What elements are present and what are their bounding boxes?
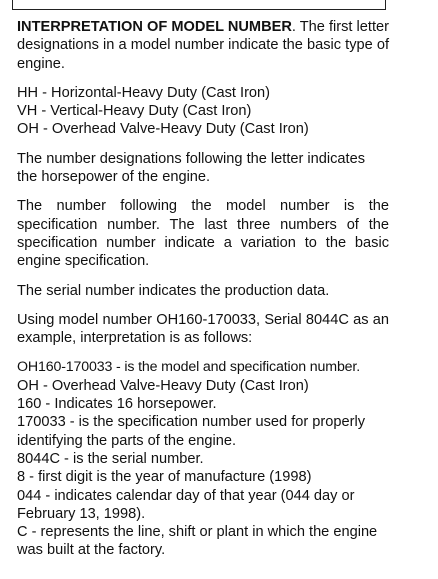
example-line: 8044C - is the serial number. <box>17 450 204 467</box>
horsepower-paragraph: The number designations following the letter indicates the horsepower of the engine. <box>17 150 366 186</box>
example-line: 170033 - is the specification number used for properly identifying the parts of the engine. <box>17 414 366 449</box>
engine-type-hh: HH - Horizontal-Heavy Duty (Cast Iron) <box>17 84 271 101</box>
engine-type-list <box>17 84 389 139</box>
serial-paragraph: The serial number indicates the production data. <box>17 282 330 299</box>
top-frame-border <box>12 0 386 10</box>
example-line: 160 - Indicates 16 horsepower. <box>17 396 217 413</box>
engine-type-vh: VH - Vertical-Heavy Duty (Cast Iron) <box>17 103 252 120</box>
specification-paragraph: The number following the model number is the specification number. The last three numbers of the specification number indicate a variation to the basic engine specification. <box>17 198 389 270</box>
engine-type-oh: OH - Overhead Valve-Heavy Duty (Cast Iron) <box>17 121 309 138</box>
example-line: OH160-170033 - is the model and specification number. <box>17 359 361 376</box>
example-intro-paragraph: Using model number OH160-170033, Serial 8044C as an example, interpretation is as follows: <box>17 311 389 347</box>
example-list <box>17 358 389 559</box>
example-line: OH - Overhead Valve-Heavy Duty (Cast Iron) <box>17 377 309 394</box>
intro-paragraph <box>17 18 389 73</box>
example-line: 044 - indicates calendar day of that year (044 day or February 13, 1998). <box>17 487 355 522</box>
intro-text: . The first letter designations in a model number indicate the basic type of engine. <box>17 19 389 72</box>
example-line: C - represents the line, shift or plant in which the engine was built at the factory. <box>17 524 378 559</box>
section-heading: INTERPRETATION OF MODEL NUMBER <box>17 19 292 35</box>
document-content <box>17 18 389 560</box>
example-line: 8 - first digit is the year of manufacture (1998) <box>17 469 312 486</box>
